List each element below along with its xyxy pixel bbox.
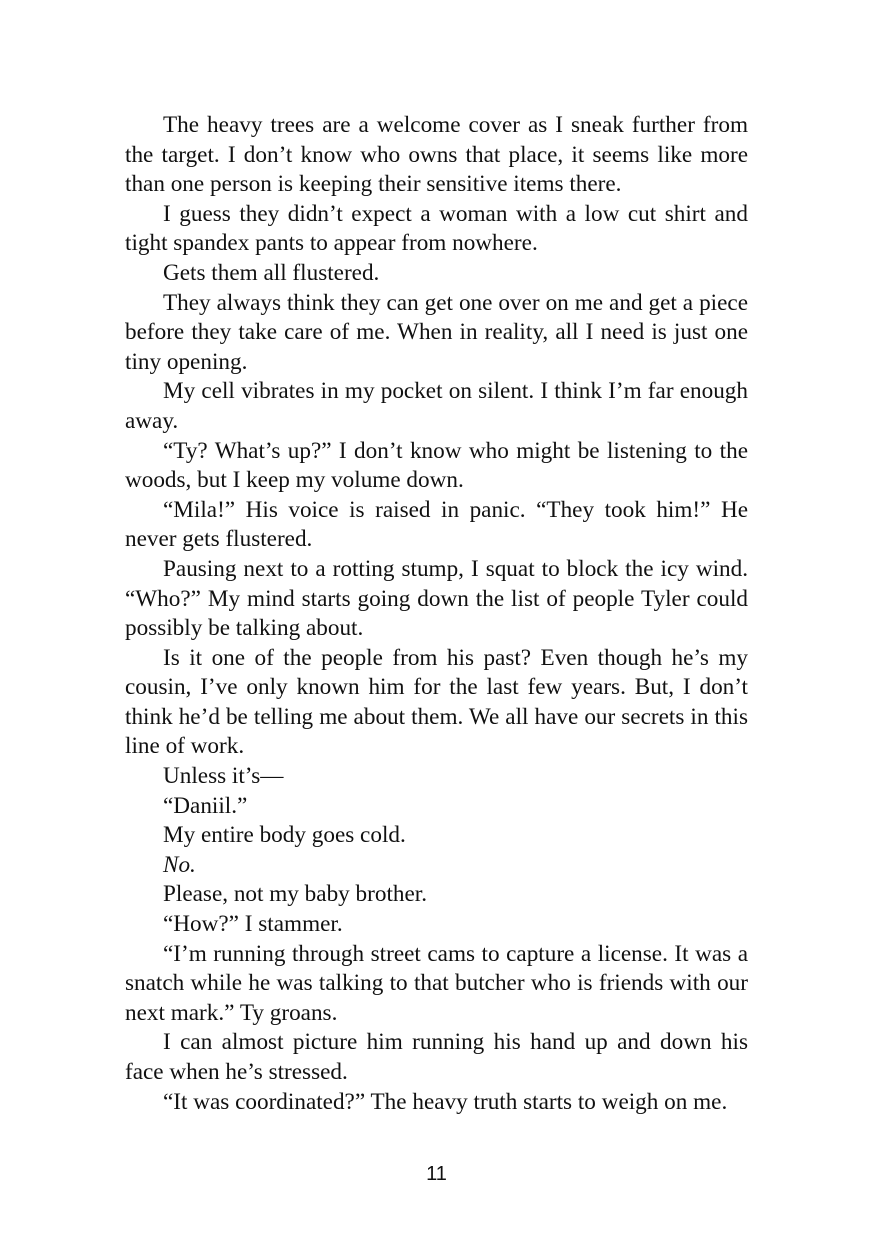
- page-body: [125, 111, 748, 1117]
- italic-text: No.: [163, 851, 196, 878]
- paragraph-italic: [125, 851, 748, 881]
- paragraph: Unless it’s—: [163, 763, 284, 790]
- paragraph: Is it one of the people from his past? Even though he’s my cousin, I’ve only known him for the last few years. But, I don’t think he’d be telling me about them. We all have our secrets in this line of work.: [125, 644, 748, 760]
- paragraph: “Daniil.”: [163, 792, 248, 819]
- paragraph: “Ty? What’s up?” I don’t know who might be listening to the woods, but I keep my volume down.: [125, 437, 748, 494]
- paragraph: Pausing next to a rotting stump, I squat to block the icy wind. “Who?” My mind starts going down the list of people Tyler could possibly be talking about.: [125, 555, 748, 642]
- paragraph: They always think they can get one over on me and get a piece before they take care of me. When in reality, all I need is just one tiny opening.: [125, 289, 748, 375]
- paragraph: The heavy trees are a welcome cover as I sneak further from the target. I don’t know who owns that place, it seems like more than one person is keeping their sensitive items there.: [125, 112, 748, 198]
- paragraph: “How?” I stammer.: [163, 911, 343, 938]
- paragraph: My cell vibrates in my pocket on silent. I think I’m far enough away.: [125, 378, 748, 434]
- paragraph: My entire body goes cold.: [163, 822, 406, 849]
- paragraph: I can almost picture him running his hand up and down his face when he’s stressed.: [125, 1029, 748, 1085]
- page-number: 11: [426, 1163, 447, 1185]
- paragraph: “It was coordinated?” The heavy truth starts to weigh on me.: [163, 1088, 728, 1115]
- paragraph: I guess they didn’t expect a woman with a low cut shirt and tight spandex pants to appear from nowhere.: [125, 200, 748, 257]
- paragraph: Gets them all flustered.: [163, 259, 380, 286]
- paragraph: “I’m running through street cams to capture a license. It was a snatch while he was talking to that butcher who is friends with our next mark.” Ty groans.: [125, 940, 748, 1026]
- paragraph: Please, not my baby brother.: [163, 881, 428, 908]
- paragraph: “Mila!” His voice is raised in panic. “They took him!” He never gets flustered.: [125, 496, 748, 553]
